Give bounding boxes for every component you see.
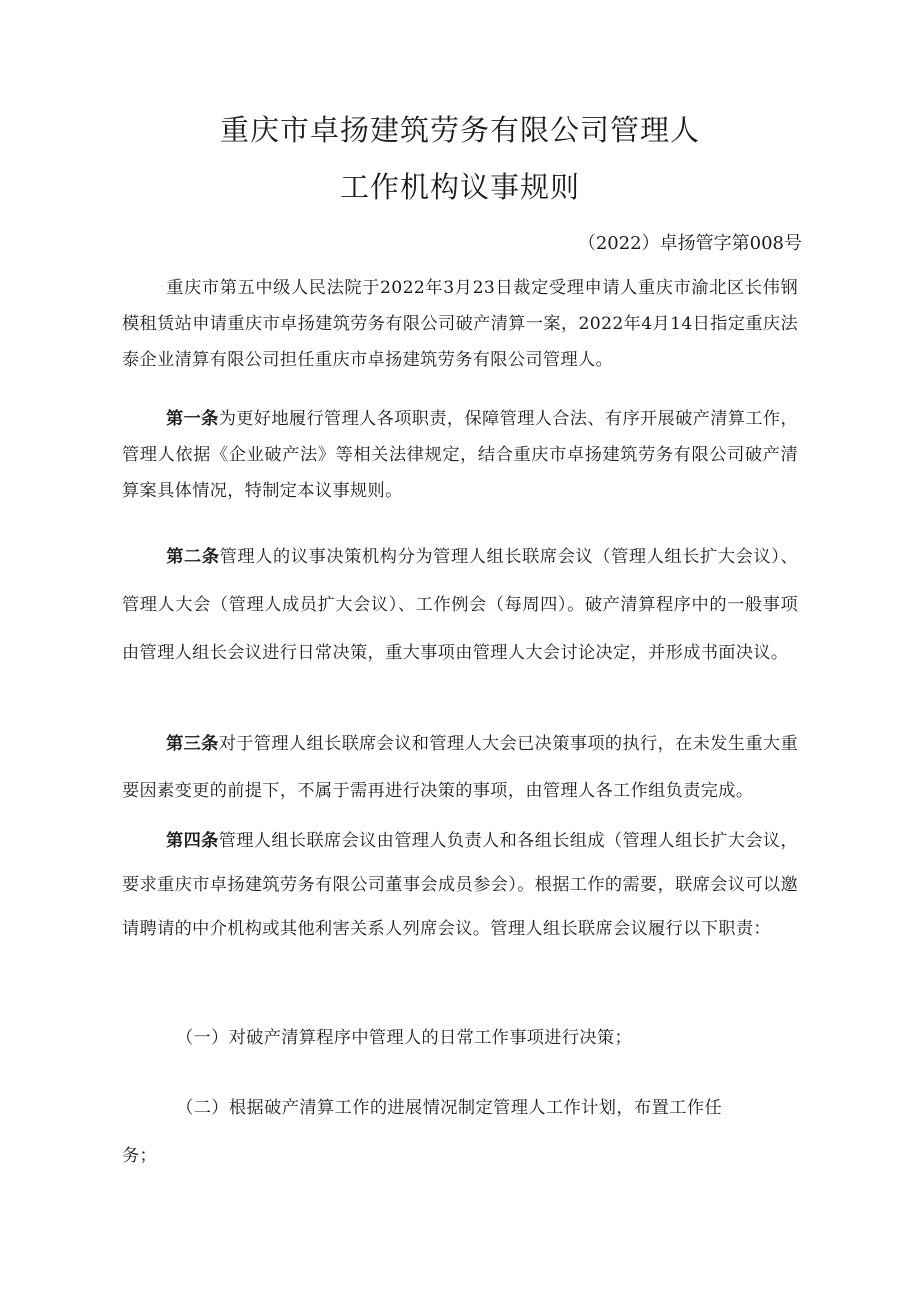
article-1-heading: 第一条 — [166, 409, 219, 429]
item-1-text: （一）对破产清算程序中管理人的日常工作事项进行决策； — [176, 1028, 632, 1048]
document-title-line1: 重庆市卓扬建筑劳务有限公司管理人 — [219, 113, 700, 147]
article-4 — [122, 819, 798, 951]
article-2-text: 管理人的议事决策机构分为管理人组长联席会议（管理人组长扩大会议）、管理人大会（管理人成员扩大会议）、工作例会（每周四）。破产清算程序中的一般事项由管理人组长会议进行日常决策，重大事项由管理人大会讨论决定，并形成书面决议。 — [122, 547, 798, 663]
list-item — [122, 1084, 722, 1180]
article-3 — [122, 721, 798, 815]
article-3-text: 对于管理人组长联席会议和管理人大会已决策事项的执行，在未发生重大重要因素变更的前提下，不属于需再进行决策的事项，由管理人各工作组负责完成。 — [122, 734, 798, 801]
intro-paragraph — [122, 270, 798, 378]
article-4-text: 管理人组长联席会议由管理人负责人和各组长组成（管理人组长扩大会议，要求重庆市卓扬建筑劳务有限公司董事会成员参会）。根据工作的需要，联席会议可以邀请聘请的中介机构或其他利害关系人列席会议。管理人组长联席会议履行以下职责： — [122, 831, 798, 939]
item-2-text: （二）根据破产清算工作的进展情况制定管理人工作计划，布置工作任务； — [122, 1098, 722, 1166]
intro-text: 重庆市第五中级人民法院于2022年3月23日裁定受理申请人重庆市渝北区长伟钢模租赁站申请重庆市卓扬建筑劳务有限公司破产清算一案，2022年4月14日指定重庆法泰企业清算有限公司担任重庆市卓扬建筑劳务有限公司管理人。 — [122, 278, 798, 370]
article-4-heading: 第四条 — [166, 831, 219, 851]
article-3-heading: 第三条 — [166, 734, 219, 754]
article-1 — [122, 401, 798, 509]
article-2 — [122, 533, 798, 677]
article-2-heading: 第二条 — [166, 547, 220, 567]
document-number: （2022）卓扬管字第008号 — [577, 233, 802, 254]
article-1-text: 为更好地履行管理人各项职责，保障管理人合法、有序开展破产清算工作，管理人依据《企业破产法》等相关法律规定，结合重庆市卓扬建筑劳务有限公司破产清算案具体情况，特制定本议事规则。 — [122, 409, 798, 501]
list-item — [122, 1020, 798, 1056]
document-title-line2: 工作机构议事规则 — [339, 170, 580, 204]
